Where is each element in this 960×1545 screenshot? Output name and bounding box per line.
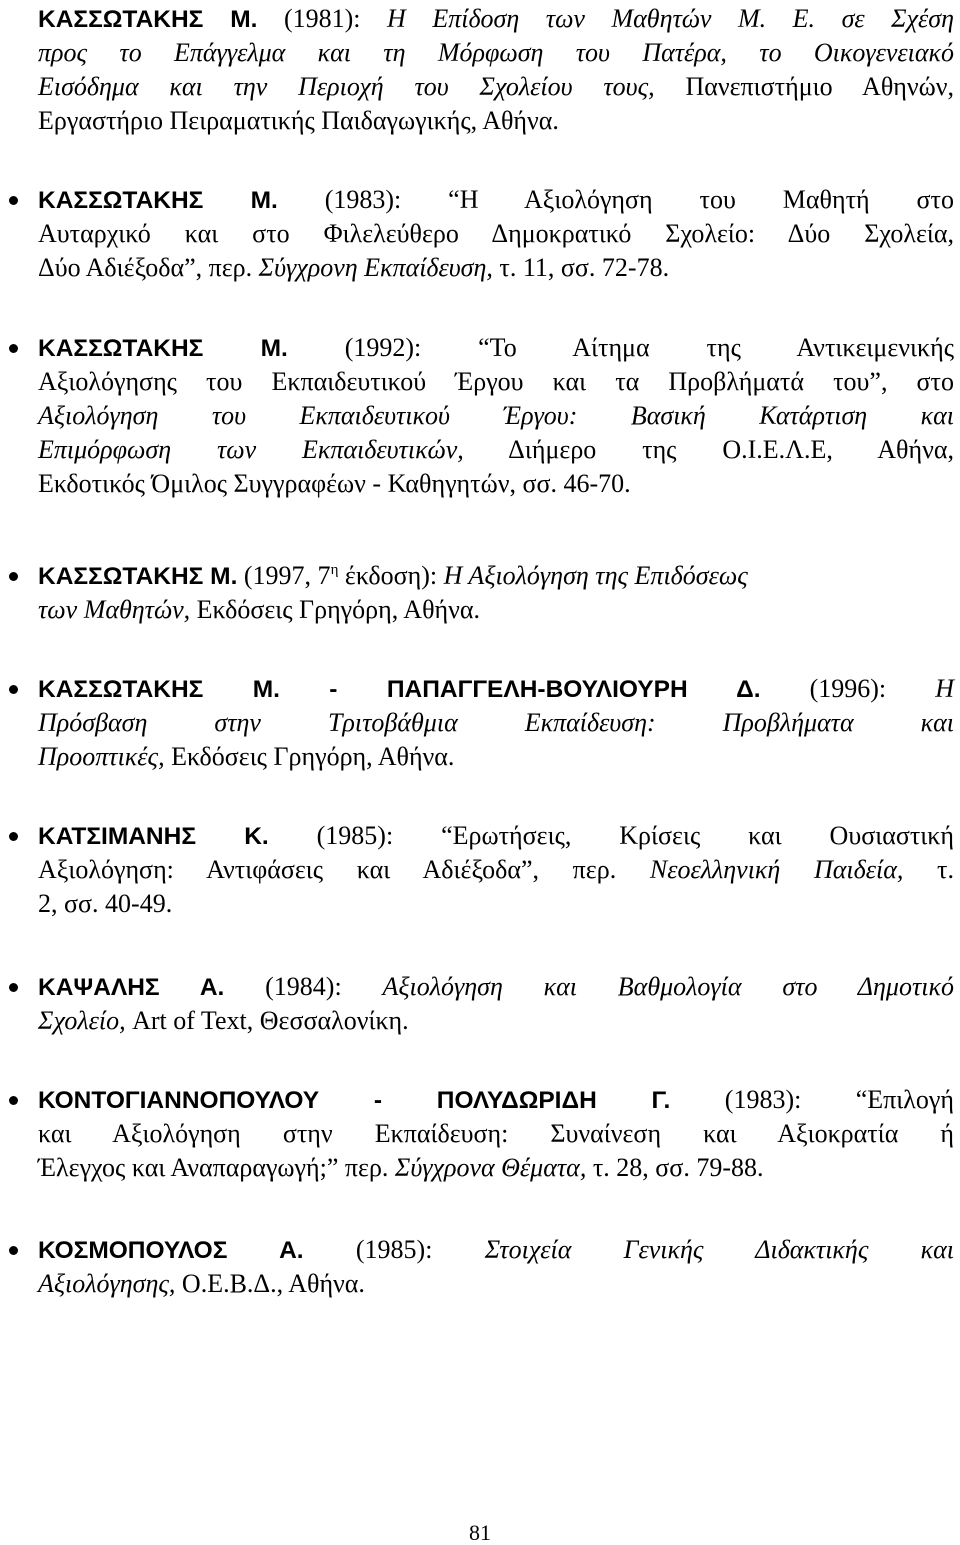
reference-line (38, 970, 954, 1004)
reference-entry (38, 1233, 954, 1301)
reference-title: Σχολείο, (38, 1006, 126, 1035)
reference-entry (38, 1083, 954, 1185)
bullet-icon (9, 832, 18, 841)
reference-title: προς το Επάγγελμα και τη Μόρφωση του Πατέρα, το Οικογενειακό (38, 38, 954, 67)
reference-line (38, 2, 954, 36)
reference-entry (38, 331, 954, 501)
reference-author: ΚΑΨΑΛΗΣ Α. (38, 974, 225, 1001)
reference-journal: Σύγχρονη Εκπαίδευση, (258, 253, 493, 282)
reference-line (38, 1117, 954, 1151)
reference-line (38, 1151, 954, 1185)
reference-line (38, 1004, 954, 1038)
bullet-icon (9, 572, 18, 581)
bullet-icon (9, 685, 18, 694)
reference-entry (38, 970, 954, 1038)
reference-line (38, 104, 954, 138)
reference-publisher: Εκδόσεις Γρηγόρη, Αθήνα. (164, 742, 455, 771)
reference-title: Αξιολόγηση και Βαθμολογία στο Δημοτικό (382, 972, 954, 1001)
reference-author: ΚΑΣΣΩΤΑΚΗΣ Μ. (38, 187, 278, 214)
reference-title: Η Αξιολόγηση της Επιδόσεως (443, 561, 748, 590)
reference-title: Αξιολόγησης, (38, 1269, 176, 1298)
reference-title: Η Επίδοση των Μαθητών Μ. Ε. σε Σχέση (387, 4, 955, 33)
reference-title: (1983): “Επιλογή (670, 1085, 954, 1114)
reference-line (38, 706, 954, 740)
reference-title: Αυταρχικό και στο Φιλελεύθερο Δημοκρατικό Σχολείο: Δύο Σχολεία, (38, 219, 954, 248)
reference-author: ΚΑΣΣΩΤΑΚΗΣ Μ. (38, 563, 238, 590)
bullet-icon (9, 196, 18, 205)
reference-entry (38, 559, 954, 627)
reference-line (38, 217, 954, 251)
reference-title: (1983): “Η Αξιολόγηση του Μαθητή στο (277, 185, 955, 214)
reference-publisher: Εργαστήριο Πειραματικής Παιδαγωγικής, Αθήνα. (38, 106, 559, 135)
reference-line (38, 853, 954, 887)
reference-title: (1985): “Ερωτήσεις, Κρίσεις και Ουσιαστική (268, 821, 954, 850)
reference-title: Δύο Αδιέξοδα”, περ. (38, 253, 259, 282)
reference-entry (38, 672, 954, 774)
reference-book-title: Επιμόρφωση των Εκπαιδευτικών, (38, 435, 464, 464)
reference-line (38, 593, 954, 627)
reference-journal: Νεοελληνική Παιδεία, (649, 855, 904, 884)
reference-line (38, 1083, 954, 1117)
reference-author: ΚΑΣΣΩΤΑΚΗΣ Μ. - ΠΑΠΑΓΓΕΛΗ-ΒΟΥΛΙΟΥΡΗ Δ. (38, 676, 761, 703)
reference-line (38, 433, 954, 467)
edition-superscript: η (330, 562, 339, 578)
reference-line (38, 887, 954, 921)
reference-volume: τ. (903, 855, 955, 884)
reference-title: και Αξιολόγηση στην Εκπαίδευση: Συναίνεση και Αξιοκρατία ή (38, 1119, 954, 1148)
reference-title: Εισόδημα και την Περιοχή του Σχολείου τους, (38, 72, 655, 101)
reference-title: Έλεγχος και Αναπαραγωγή;” περ. (38, 1153, 395, 1182)
reference-entry (38, 183, 954, 285)
reference-author: ΚΟΣΜΟΠΟΥΛΟΣ Α. (38, 1237, 304, 1264)
reference-publisher: Εκδοτικός Όμιλος Συγγραφέων - Καθηγητών, σσ. 46-70. (38, 469, 631, 498)
reference-line (38, 1267, 954, 1301)
reference-title: Η (935, 674, 954, 703)
reference-publisher: Art of Text, Θεσσαλονίκη. (125, 1006, 409, 1035)
reference-entry (38, 819, 954, 921)
reference-publisher: Ο.Ε.Β.Δ., Αθήνα. (175, 1269, 365, 1298)
bullet-icon (9, 1096, 18, 1105)
reference-year: (1985): (303, 1235, 485, 1264)
reference-title: των Μαθητών, (38, 595, 191, 624)
reference-author: ΚΑΣΣΩΤΑΚΗΣ Μ. (38, 335, 288, 362)
reference-journal: Σύγχρονα Θέματα, (394, 1153, 587, 1182)
reference-pages: τ. 11, σσ. 72-78. (492, 253, 670, 282)
reference-line (38, 467, 954, 501)
reference-line (38, 559, 954, 593)
reference-line (38, 399, 954, 433)
reference-pages: 2, σσ. 40-49. (38, 889, 173, 918)
reference-publisher: Εκδόσεις Γρηγόρη, Αθήνα. (190, 595, 480, 624)
reference-edition: έκδοση): (338, 561, 444, 590)
reference-year: (1981): (257, 4, 388, 33)
reference-title: (1992): “Το Αίτημα της Αντικειμενικής (287, 333, 954, 362)
reference-author: ΚΑΣΣΩΤΑΚΗΣ Μ. (38, 6, 258, 33)
reference-pages: τ. 28, σσ. 79-88. (586, 1153, 764, 1182)
reference-book-title: Αξιολόγηση του Εκπαιδευτικού Έργου: Βασική Κατάρτιση και (38, 401, 954, 430)
reference-line (38, 819, 954, 853)
bullet-icon (9, 983, 18, 992)
reference-title: Πρόσβαση στην Τριτοβάθμια Εκπαίδευση: Προβλήματα και (38, 708, 954, 737)
reference-line (38, 36, 954, 70)
reference-author: ΚΟΝΤΟΓΙΑΝΝΟΠΟΥΛΟΥ - ΠΟΛΥΔΩΡΙΔΗ Γ. (38, 1087, 671, 1114)
reference-line (38, 183, 954, 217)
reference-line (38, 740, 954, 774)
reference-year: (1984): (224, 972, 383, 1001)
reference-year: (1996): (760, 674, 936, 703)
reference-publisher: Διήμερο της Ο.Ι.Ε.Λ.Ε, Αθήνα, (463, 435, 954, 464)
reference-title: Αξιολόγηση: Αντιφάσεις και Αδιέξοδα”, περ. (38, 855, 650, 884)
reference-publisher: Πανεπιστήμιο Αθηνών, (654, 72, 954, 101)
reference-entry (38, 2, 954, 138)
bullet-icon (9, 1246, 18, 1255)
reference-title: Στοιχεία Γενικής Διδακτικής και (484, 1235, 954, 1264)
page-number: 81 (469, 1520, 491, 1545)
reference-title: Προοπτικές, (38, 742, 165, 771)
bullet-icon (9, 344, 18, 353)
reference-line (38, 331, 954, 365)
reference-line (38, 1233, 954, 1267)
reference-line (38, 70, 954, 104)
reference-year: (1997, 7 (237, 561, 331, 590)
reference-line (38, 251, 954, 285)
reference-title: Αξιολόγησης του Εκπαιδευτικού Έργου και τα Προβλήματά του”, στο (38, 367, 954, 396)
reference-line (38, 365, 954, 399)
reference-author: ΚΑΤΣΙΜΑΝΗΣ Κ. (38, 823, 269, 850)
reference-line (38, 672, 954, 706)
